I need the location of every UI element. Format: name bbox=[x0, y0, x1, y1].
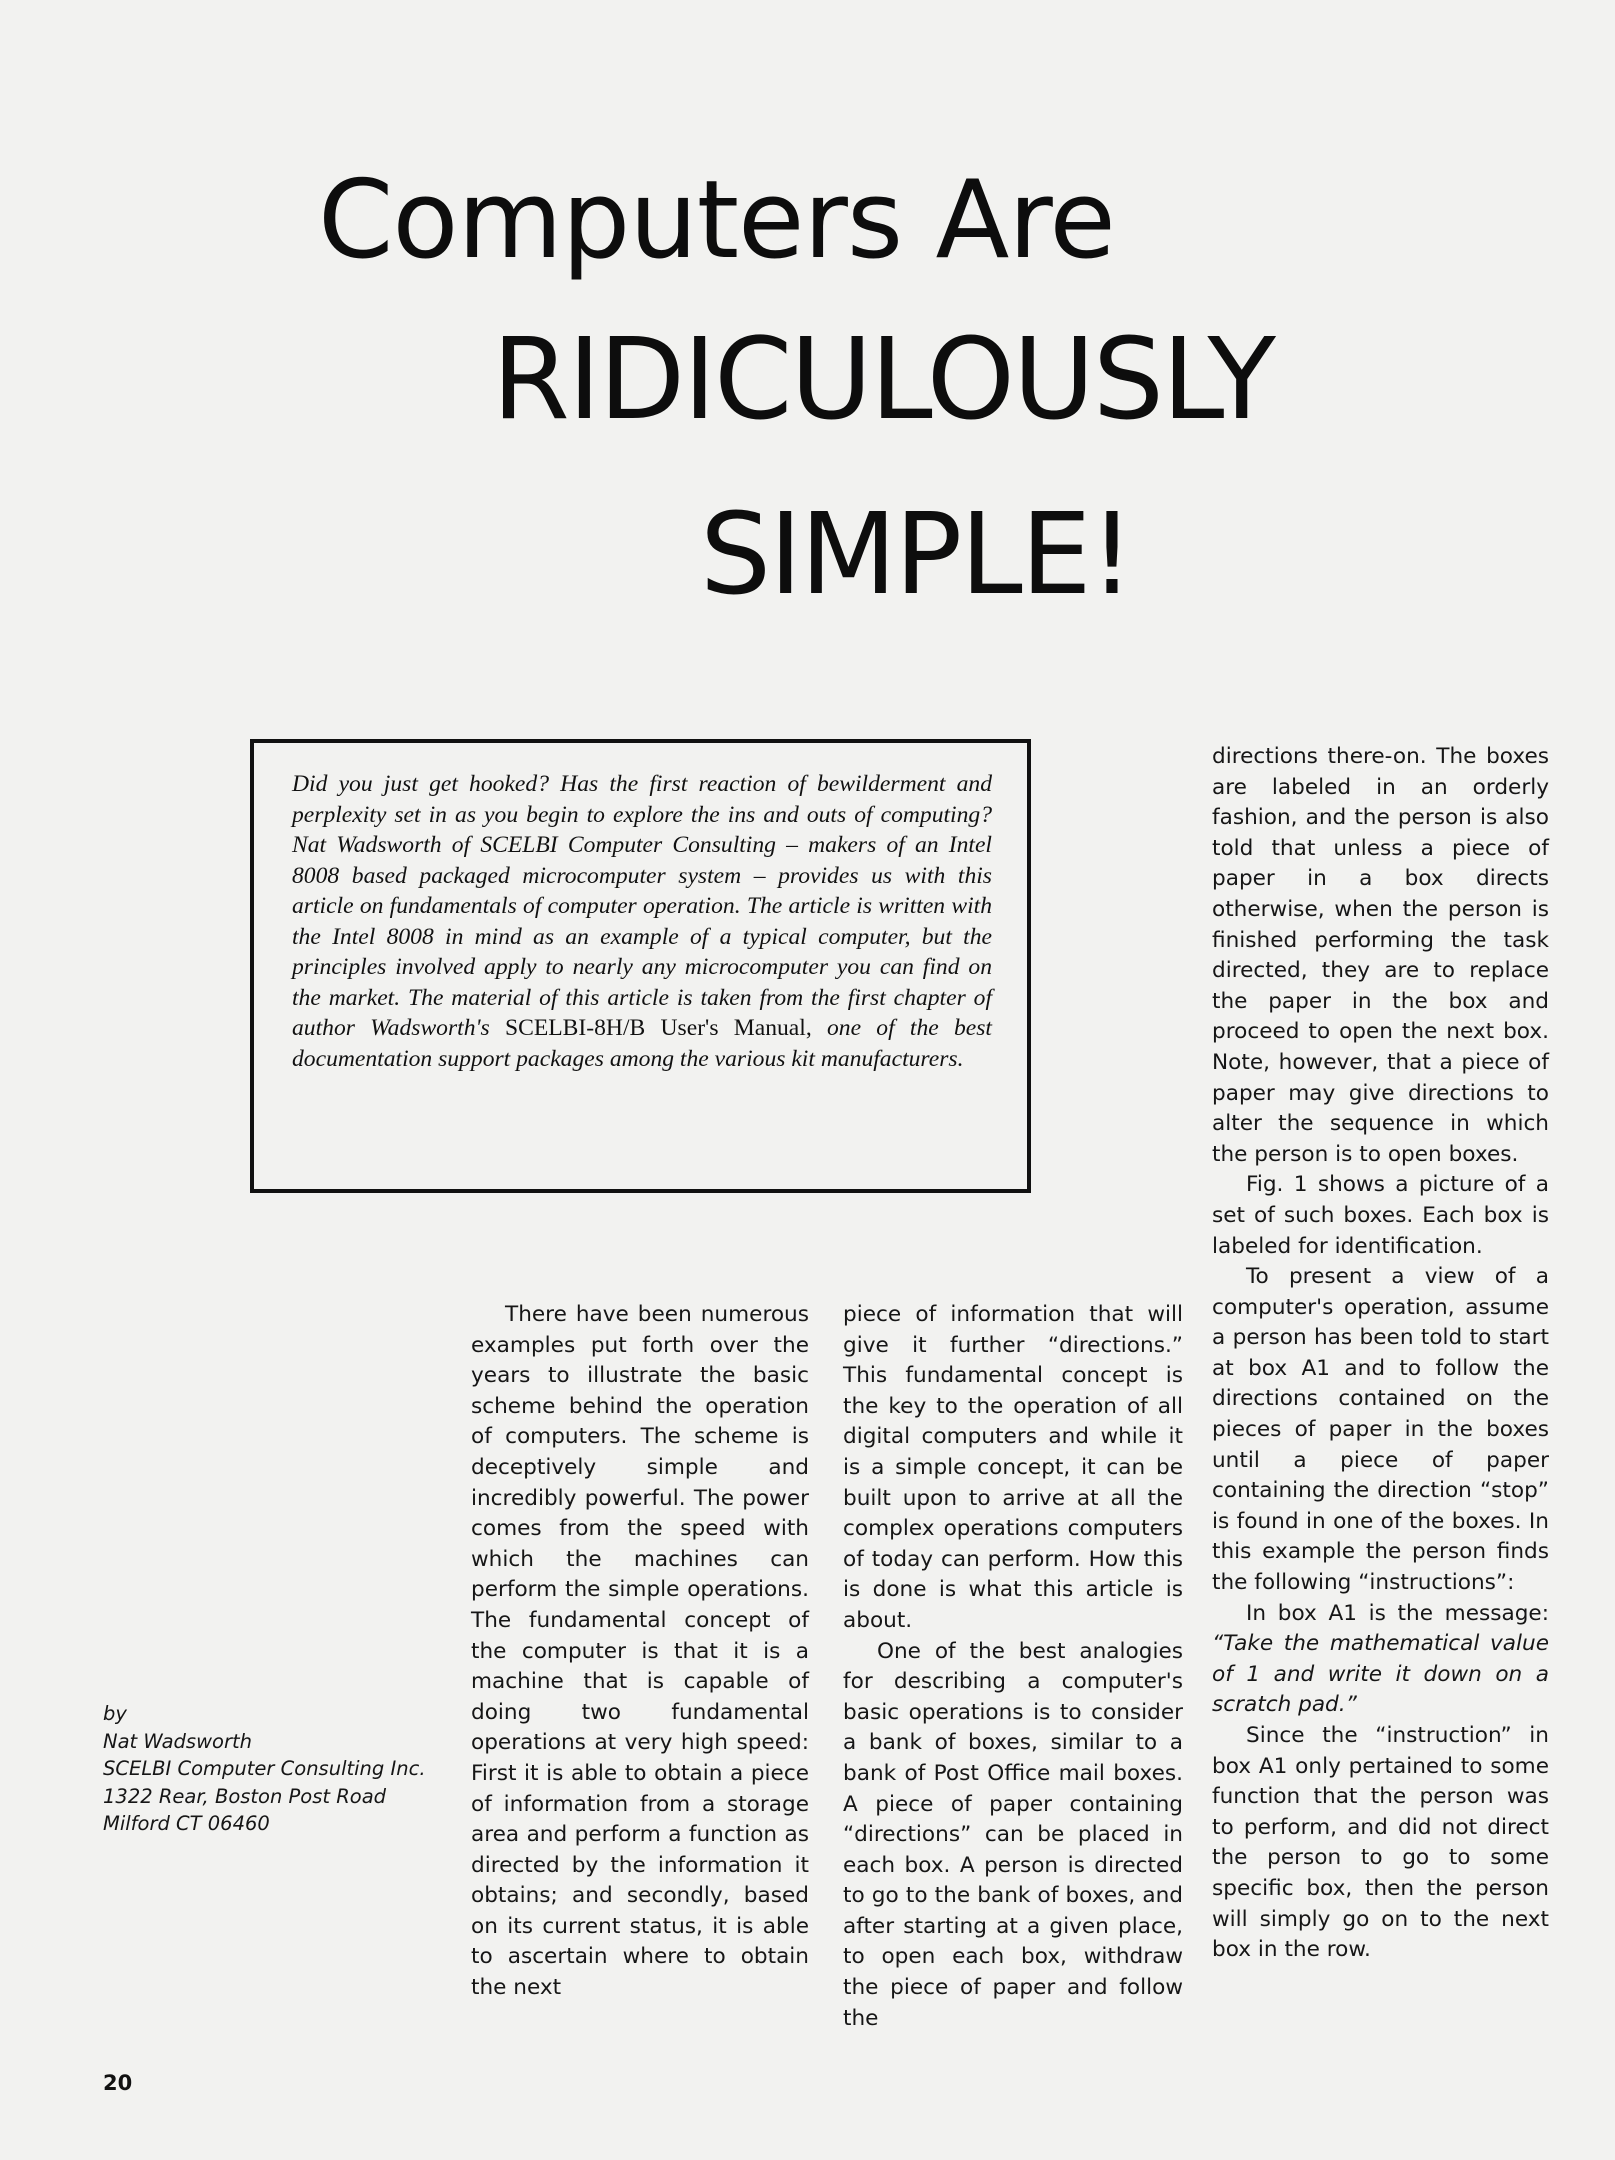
manual-title: SCELBI-8H/B User's Manual, bbox=[505, 1015, 812, 1041]
paragraph: There have been numerous examples put forth over the years to illustrate the basic scheme behind the operation of computers. The scheme is deceptively simple and incredibly powerful. The power comes from the speed with which the machines can perform the simple operations. The fundamental concept of the computer is that it is a machine that is capable of doing two fundamental operations at very high speed: First it is able to obtain a piece of information from a storage area and perform a function as directed by the information it obtains; and secondly, based on its current status, it is able to ascertain where to obtain the next bbox=[471, 1302, 809, 2001]
paragraph: piece of information that will give it further “directions.” This fundamental concept is the key to the operation of all digital computers and while it is a simple concept, it can be built upon to arrive at all the complex operations computers of today can perform. How this is done is what this article is about. bbox=[843, 1302, 1183, 1633]
intro-box bbox=[250, 739, 1031, 1193]
paragraph: To present a view of a computer's operation, assume a person has been told to start at box A1 and to follow the directions contained on the pieces of paper in the boxes until a piece of paper containing the direction “stop” is found in one of the boxes. In this example the person finds the following “instructions”: bbox=[1212, 1264, 1549, 1596]
intro-text bbox=[292, 769, 992, 1074]
body-column-3 bbox=[1212, 742, 1549, 1966]
paragraph: Fig. 1 shows a picture of a set of such boxes. Each box is labeled for identification. bbox=[1212, 1172, 1549, 1259]
page-number: 20 bbox=[103, 2071, 133, 2095]
intro-text-part-3: one of the best documentation support packages among the various kit manufacturers. bbox=[292, 1015, 992, 1072]
instruction-intro: In box A1 is the message: bbox=[1246, 1600, 1549, 1626]
author-byline bbox=[103, 1700, 463, 1838]
paragraph: directions there-on. The boxes are labeled in an orderly fashion, and the person is also told that unless a piece of paper in a box directs otherwise, when the person is finished performing the task directed, they are to replace the paper in the box and proceed to open the next box. Note, however, that a piece of paper may give directions to alter the sequence in which the person is to open boxes. bbox=[1212, 744, 1549, 1167]
paragraph: One of the best analogies for describing a computer's basic operations is to consider a bank of boxes, similar to a bank of Post Office mail boxes. A piece of paper containing “directions” can be placed in each box. A person is directed to go to the bank of boxes, and after starting at a given place, to open each box, withdraw the piece of paper and follow the bbox=[843, 1638, 1183, 2031]
byline-city: Milford CT 06460 bbox=[103, 1812, 270, 1835]
byline-company: SCELBI Computer Consulting Inc. bbox=[103, 1757, 426, 1780]
paragraph bbox=[1212, 1599, 1549, 1721]
intro-text-part-1: Did you just get hooked? Has the first reaction of bewilderment and perplexity set in as you begin to explore the ins and outs of computing? Nat Wadsworth of SCELBI Computer Consulting – makers of an Intel 8008 based packaged microcomputer system – provides us with this article on fundamentals of computer operation. The article is written with the Intel 8008 in mind as an example of a typical computer, but the principles involved apply to nearly any microcomputer you can find on the market. The material of this article is taken from the first chapter of author Wadsworth's bbox=[292, 771, 992, 1041]
body-column-1 bbox=[471, 1300, 809, 2004]
title-line-2: RIDICULOUSLY bbox=[492, 315, 1274, 445]
byline-name: Nat Wadsworth bbox=[103, 1729, 252, 1753]
paragraph: Since the “instruction” in box A1 only pertained to some function that the person was to perform, and did not direct the person to go to some specific box, then the person will simply go on to the next box in the row. bbox=[1212, 1723, 1549, 1963]
instruction-quote: “Take the mathematical value of 1 and write it down on a scratch pad.” bbox=[1212, 1631, 1549, 1718]
title-line-3: SIMPLE! bbox=[700, 490, 1133, 620]
title-line-1: Computers Are bbox=[318, 158, 1115, 283]
byline-street: 1322 Rear, Boston Post Road bbox=[103, 1784, 387, 1808]
body-column-2 bbox=[843, 1300, 1183, 2034]
byline-by: by bbox=[103, 1702, 127, 1725]
